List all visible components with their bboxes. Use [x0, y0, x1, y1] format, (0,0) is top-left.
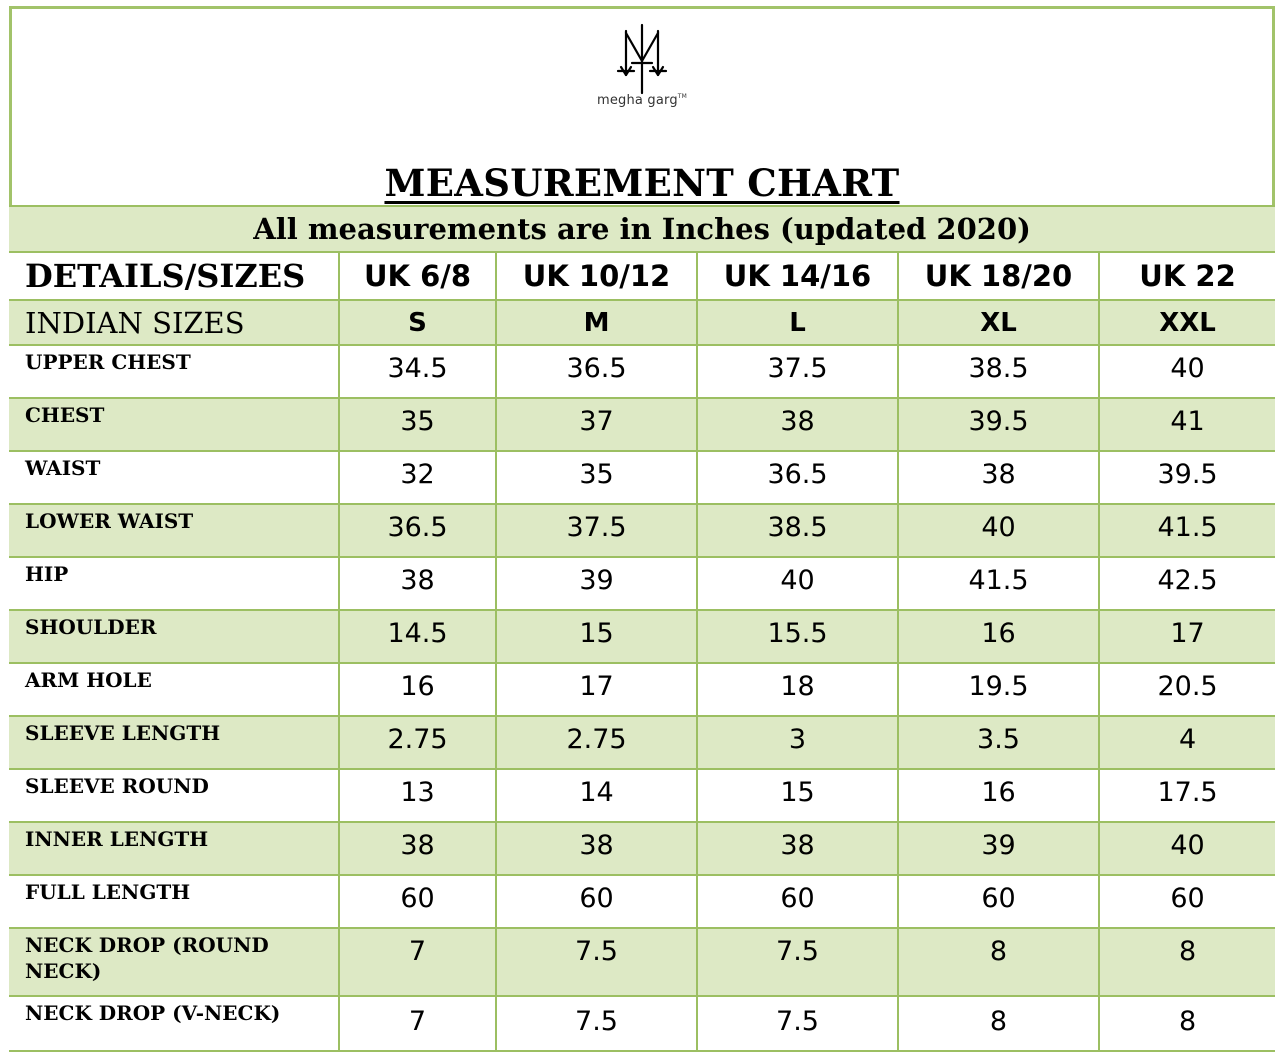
measurement-table: [9, 205, 1275, 1052]
measurement-value: 39: [898, 822, 1099, 875]
measurement-value: 7.5: [496, 996, 697, 1051]
measurement-value: 38: [697, 822, 898, 875]
measurement-value: 35: [339, 398, 496, 451]
measurement-value: 17.5: [1099, 769, 1275, 822]
measurement-value: 17: [1099, 610, 1275, 663]
measurement-value: 16: [898, 610, 1099, 663]
uk-size-header: UK 22: [1099, 252, 1275, 300]
table-row: [9, 663, 1275, 716]
measurement-value: 36.5: [697, 451, 898, 504]
measurement-value: 15: [496, 610, 697, 663]
details-sizes-label: DETAILS/SIZES: [9, 252, 339, 300]
table-row: [9, 610, 1275, 663]
table-row: [9, 716, 1275, 769]
brand-logo: [12, 23, 1272, 108]
uk-size-header-row: [9, 252, 1275, 300]
table-row: [9, 557, 1275, 610]
measurement-value: 41.5: [1099, 504, 1275, 557]
measurement-value: 40: [898, 504, 1099, 557]
measurement-value: 7: [339, 928, 496, 996]
measurement-label: CHEST: [9, 398, 339, 451]
table-row: [9, 504, 1275, 557]
measurement-value: 19.5: [898, 663, 1099, 716]
measurement-label: SLEEVE LENGTH: [9, 716, 339, 769]
measurement-label: HIP: [9, 557, 339, 610]
units-note: All measurements are in Inches (updated 2020): [9, 206, 1275, 252]
measurement-label: INNER LENGTH: [9, 822, 339, 875]
measurement-value: 60: [898, 875, 1099, 928]
uk-size-header: UK 6/8: [339, 252, 496, 300]
measurement-value: 20.5: [1099, 663, 1275, 716]
measurement-label: NECK DROP (V-NECK): [9, 996, 339, 1051]
measurement-value: 39.5: [898, 398, 1099, 451]
measurement-value: 2.75: [339, 716, 496, 769]
measurement-value: 38: [496, 822, 697, 875]
measurement-value: 4: [1099, 716, 1275, 769]
measurement-value: 42.5: [1099, 557, 1275, 610]
measurement-value: 14: [496, 769, 697, 822]
measurement-value: 39: [496, 557, 697, 610]
indian-size: XXL: [1099, 300, 1275, 345]
measurement-value: 37.5: [697, 345, 898, 398]
measurement-value: 39.5: [1099, 451, 1275, 504]
measurement-value: 8: [898, 996, 1099, 1051]
measurement-value: 15.5: [697, 610, 898, 663]
measurement-value: 16: [898, 769, 1099, 822]
measurement-value: 17: [496, 663, 697, 716]
measurement-label: WAIST: [9, 451, 339, 504]
table-row: [9, 822, 1275, 875]
table-row: [9, 398, 1275, 451]
measurement-value: 16: [339, 663, 496, 716]
indian-size: XL: [898, 300, 1099, 345]
indian-size-row: [9, 300, 1275, 345]
measurement-label: SHOULDER: [9, 610, 339, 663]
measurement-value: 38.5: [697, 504, 898, 557]
measurement-value: 38: [697, 398, 898, 451]
uk-size-header: UK 10/12: [496, 252, 697, 300]
uk-size-header: UK 18/20: [898, 252, 1099, 300]
table-row: [9, 451, 1275, 504]
measurement-label: NECK DROP (ROUND NECK): [9, 928, 339, 996]
measurement-value: 38: [339, 557, 496, 610]
measurement-label: UPPER CHEST: [9, 345, 339, 398]
indian-size: M: [496, 300, 697, 345]
measurement-label: ARM HOLE: [9, 663, 339, 716]
indian-sizes-label: INDIAN SIZES: [9, 300, 339, 345]
measurement-value: 8: [1099, 996, 1275, 1051]
measurement-value: 32: [339, 451, 496, 504]
measurement-value: 13: [339, 769, 496, 822]
measurement-label: FULL LENGTH: [9, 875, 339, 928]
measurement-value: 7: [339, 996, 496, 1051]
measurement-value: 40: [697, 557, 898, 610]
measurement-value: 60: [496, 875, 697, 928]
measurement-value: 18: [697, 663, 898, 716]
measurement-value: 7.5: [496, 928, 697, 996]
measurement-value: 60: [697, 875, 898, 928]
measurement-value: 37: [496, 398, 697, 451]
measurement-value: 40: [1099, 822, 1275, 875]
indian-size: S: [339, 300, 496, 345]
page-title: MEASUREMENT CHART: [384, 161, 900, 205]
measurement-value: 8: [1099, 928, 1275, 996]
measurement-value: 34.5: [339, 345, 496, 398]
measurement-value: 15: [697, 769, 898, 822]
table-row: [9, 996, 1275, 1051]
measurement-value: 8: [898, 928, 1099, 996]
measurement-value: 7.5: [697, 928, 898, 996]
measurement-value: 38: [898, 451, 1099, 504]
measurement-value: 7.5: [697, 996, 898, 1051]
uk-size-header: UK 14/16: [697, 252, 898, 300]
measurement-value: 3.5: [898, 716, 1099, 769]
measurement-label: LOWER WAIST: [9, 504, 339, 557]
measurement-label: SLEEVE ROUND: [9, 769, 339, 822]
brand-name: megha garg™: [596, 93, 688, 108]
measurement-value: 36.5: [339, 504, 496, 557]
measurement-value: 14.5: [339, 610, 496, 663]
measurement-value: 2.75: [496, 716, 697, 769]
measurement-value: 37.5: [496, 504, 697, 557]
table-row: [9, 769, 1275, 822]
measurement-value: 36.5: [496, 345, 697, 398]
measurement-value: 60: [339, 875, 496, 928]
measurement-value: 3: [697, 716, 898, 769]
measurement-value: 38.5: [898, 345, 1099, 398]
table-row: [9, 875, 1275, 928]
measurement-value: 41: [1099, 398, 1275, 451]
table-row: [9, 345, 1275, 398]
measurement-value: 38: [339, 822, 496, 875]
measurement-value: 40: [1099, 345, 1275, 398]
units-note-row: [9, 206, 1275, 252]
measurement-value: 41.5: [898, 557, 1099, 610]
table-row: [9, 928, 1275, 996]
measurement-value: 60: [1099, 875, 1275, 928]
indian-size: L: [697, 300, 898, 345]
mg-trident-logo-icon: [612, 23, 672, 95]
measurement-value: 35: [496, 451, 697, 504]
